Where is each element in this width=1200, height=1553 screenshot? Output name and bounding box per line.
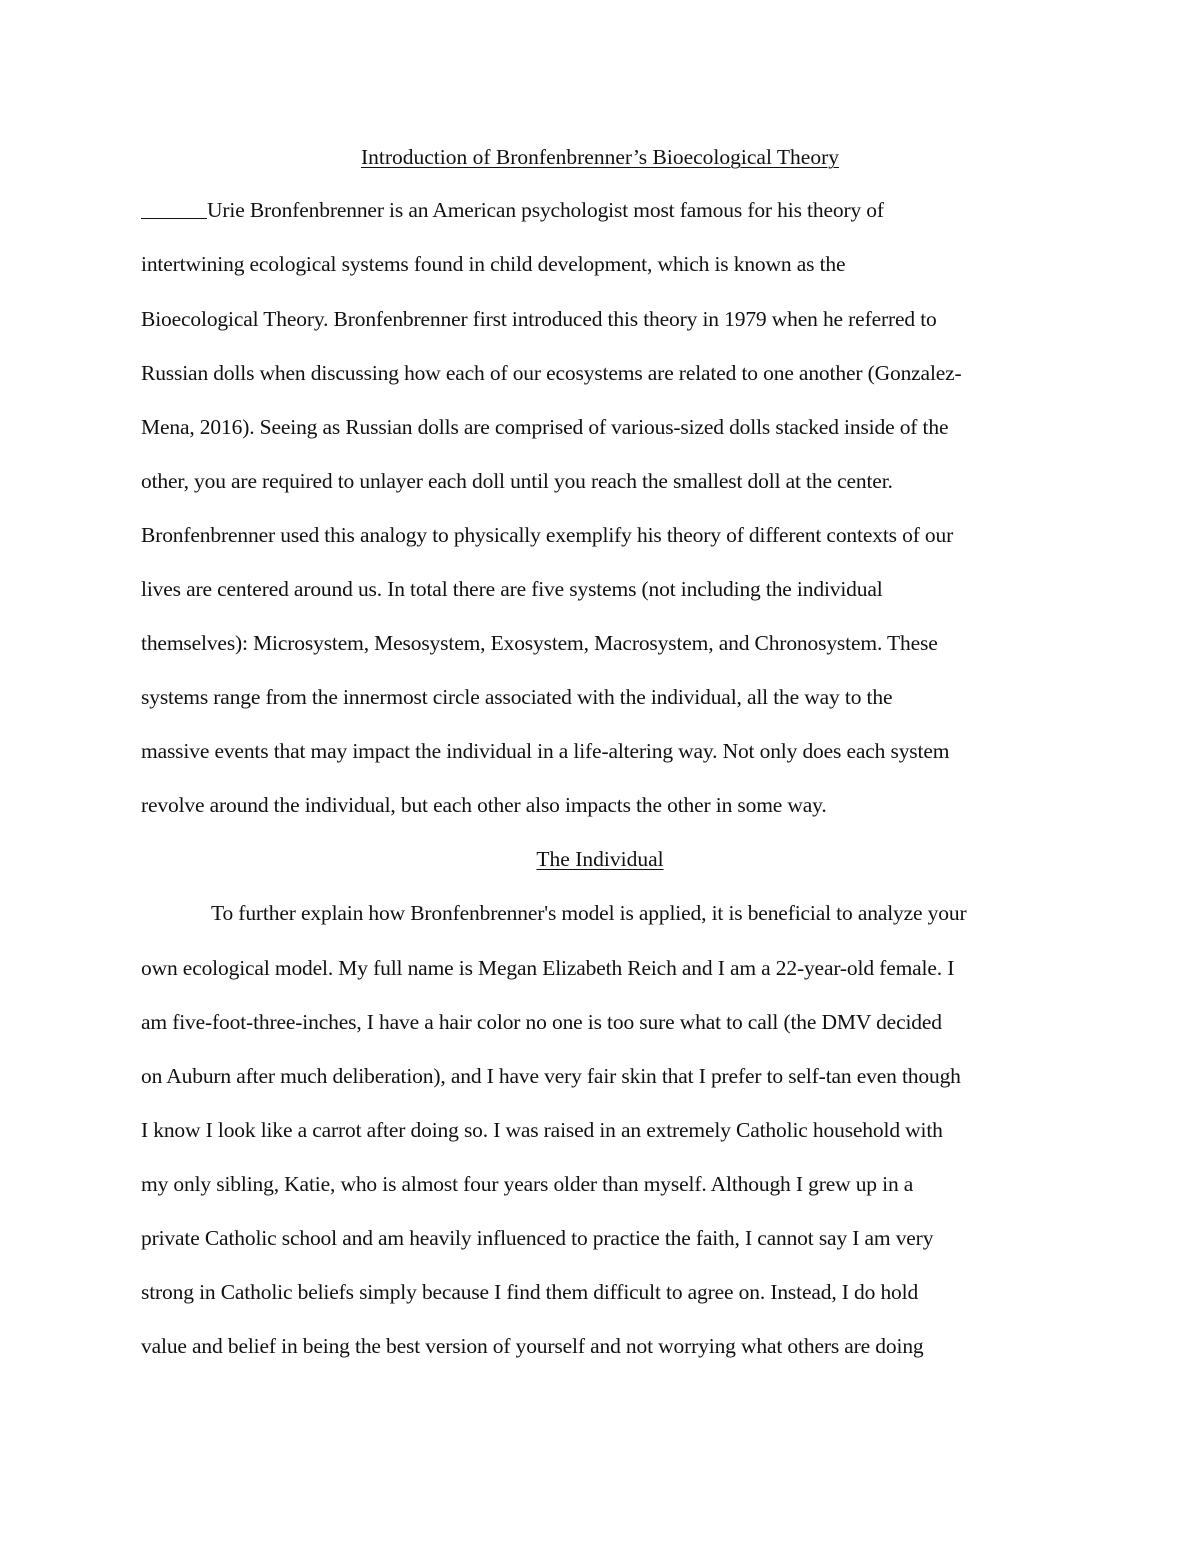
paragraph-line: massive events that may impact the individual in a life-altering way. Not only does each system [141, 739, 950, 763]
paragraph-line: I know I look like a carrot after doing so. I was raised in an extremely Catholic household with [141, 1118, 943, 1142]
paragraph-line: am five-foot-three-inches, I have a hair color no one is too sure what to call (the DMV decided [141, 1010, 942, 1034]
paragraph-line: other, you are required to unlayer each doll until you reach the smallest doll at the center. [141, 469, 893, 493]
paragraph-line: strong in Catholic beliefs simply because I find them difficult to agree on. Instead, I do hold [141, 1280, 919, 1304]
paragraph-line: Bioecological Theory. Bronfenbrenner first introduced this theory in 1979 when he referred to [141, 307, 937, 331]
paragraph-line: lives are centered around us. In total there are five systems (not including the individual [141, 577, 883, 601]
document-title: Introduction of Bronfenbrenner’s Bioecological Theory [360, 145, 840, 169]
paragraph-line [141, 898, 1071, 928]
paragraph-line: on Auburn after much deliberation), and I have very fair skin that I prefer to self-tan even though [141, 1064, 961, 1088]
section-heading: The Individual [536, 847, 664, 871]
paragraph-line: Russian dolls when discussing how each of our ecosystems are related to one another (Gonzalez- [141, 361, 962, 385]
paragraph-line: Bronfenbrenner used this analogy to physically exemplify his theory of different contexts of our [141, 523, 954, 547]
paragraph-line: value and belief in being the best version of yourself and not worrying what others are doing [141, 1334, 924, 1358]
paragraph-line-text: To further explain how Bronfenbrenner's model is applied, it is beneficial to analyze your [211, 901, 967, 925]
paragraph-line-text: Urie Bronfenbrenner is an American psychologist most famous for his theory of [207, 198, 884, 222]
paragraph-line: private Catholic school and am heavily influenced to practice the faith, I cannot say I am very [141, 1226, 934, 1250]
paragraph-line: themselves): Microsystem, Mesosystem, Exosystem, Macrosystem, and Chronosystem. These [141, 631, 938, 655]
paragraph-line [141, 195, 1071, 225]
paragraph-line: systems range from the innermost circle associated with the individual, all the way to the [141, 685, 893, 709]
paragraph-line: own ecological model. My full name is Megan Elizabeth Reich and I am a 22-year-old female. I [141, 956, 955, 980]
paragraph-line: revolve around the individual, but each other also impacts the other in some way. [141, 793, 827, 817]
indent-blank-line [141, 199, 207, 219]
paragraph-line: Mena, 2016). Seeing as Russian dolls are comprised of various-sized dolls stacked inside of the [141, 415, 949, 439]
paragraph-line: intertwining ecological systems found in child development, which is known as the [141, 252, 846, 276]
paragraph-line: my only sibling, Katie, who is almost four years older than myself. Although I grew up in a [141, 1172, 914, 1196]
